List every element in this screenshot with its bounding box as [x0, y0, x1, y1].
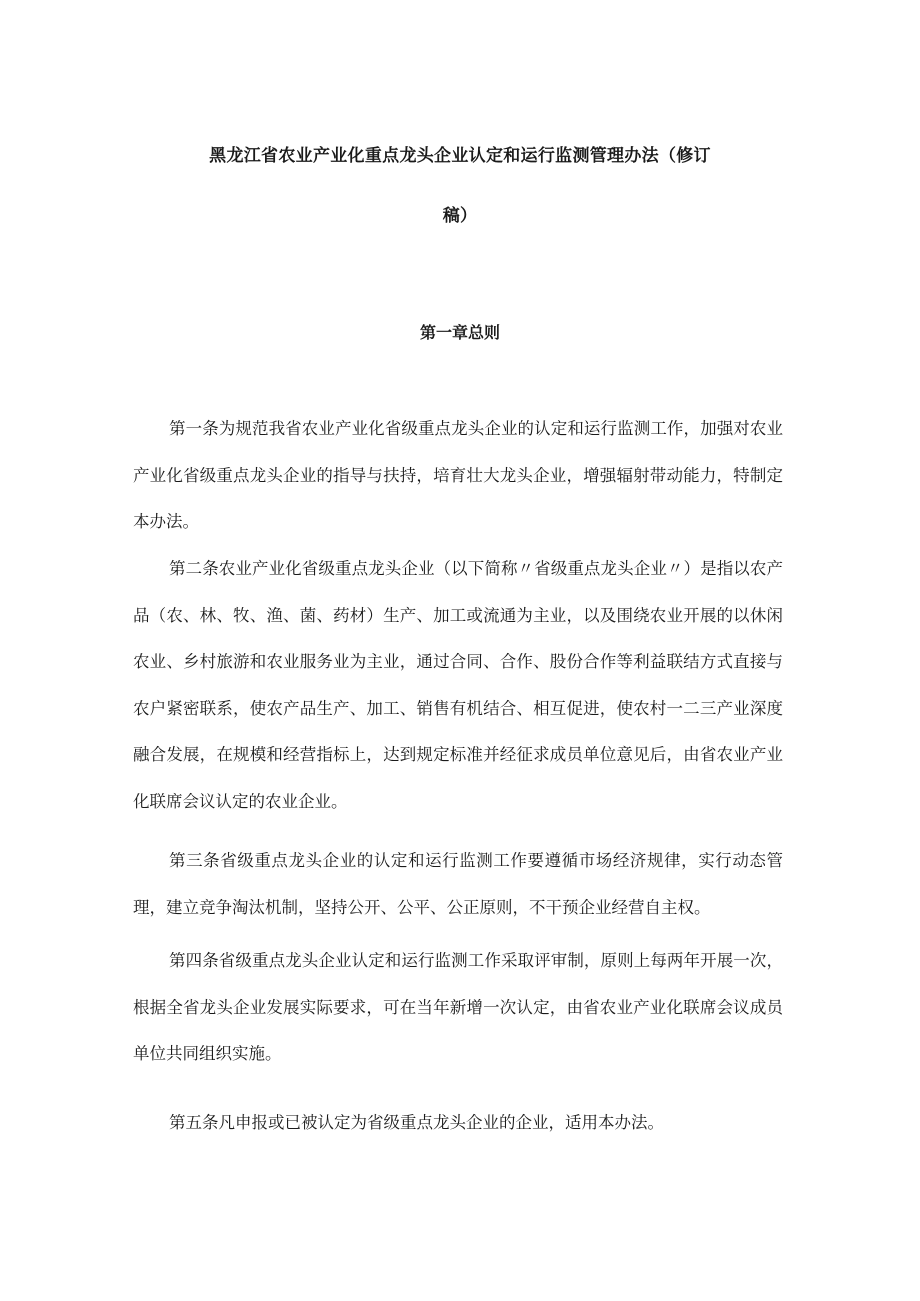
article-1: 第一条为规范我省农业产业化省级重点龙头企业的认定和运行监测工作，加强对农业产业化省级重点龙头企业的指导与扶持，培育壮大龙头企业，增强辐射带动能力，特制定本办法。 [133, 419, 783, 531]
document-title [130, 126, 790, 246]
article-2: 第二条农业产业化省级重点龙头企业（以下简称〃省级重点龙头企业〃）是指以农产品（农、林、牧、渔、菌、药材）生产、加工或流通为主业，以及围绕农业开展的以休闲农业、乡村旅游和农业服务业为主业，通过合同、合作、股份合作等利益联结方式直接与农户紧密联系，使农产品生产、加工、销售有机结合、相互促进，使农村一二三产业深度融合发展，在规模和经营指标上，达到规定标准并经征求成员单位意见后，由省农业产业化联席会议认定的农业企业。 [133, 559, 783, 811]
article-5: 第五条凡申报或已被认定为省级重点龙头企业的企业，适用本办法。 [169, 1113, 664, 1132]
article-4: 第四条省级重点龙头企业认定和运行监测工作采取评审制，原则上每两年开展一次，根据全省龙头企业发展实际要求，可在当年新增一次认定，由省农业产业化联席会议成员单位共同组织实施。 [133, 951, 783, 1063]
chapter-heading: 第一章总则 [419, 323, 500, 342]
article-3: 第三条省级重点龙头企业的认定和运行监测工作要遵循市场经济规律，实行动态管理，建立竞争淘汰机制，坚持公开、公平、公正原则，不干预企业经营自主权。 [133, 851, 783, 917]
document-title-line1: 黑龙江省农业产业化重点龙头企业认定和运行监测管理办法（修订 [209, 146, 711, 166]
document-title-line2: 稿） [442, 206, 478, 226]
